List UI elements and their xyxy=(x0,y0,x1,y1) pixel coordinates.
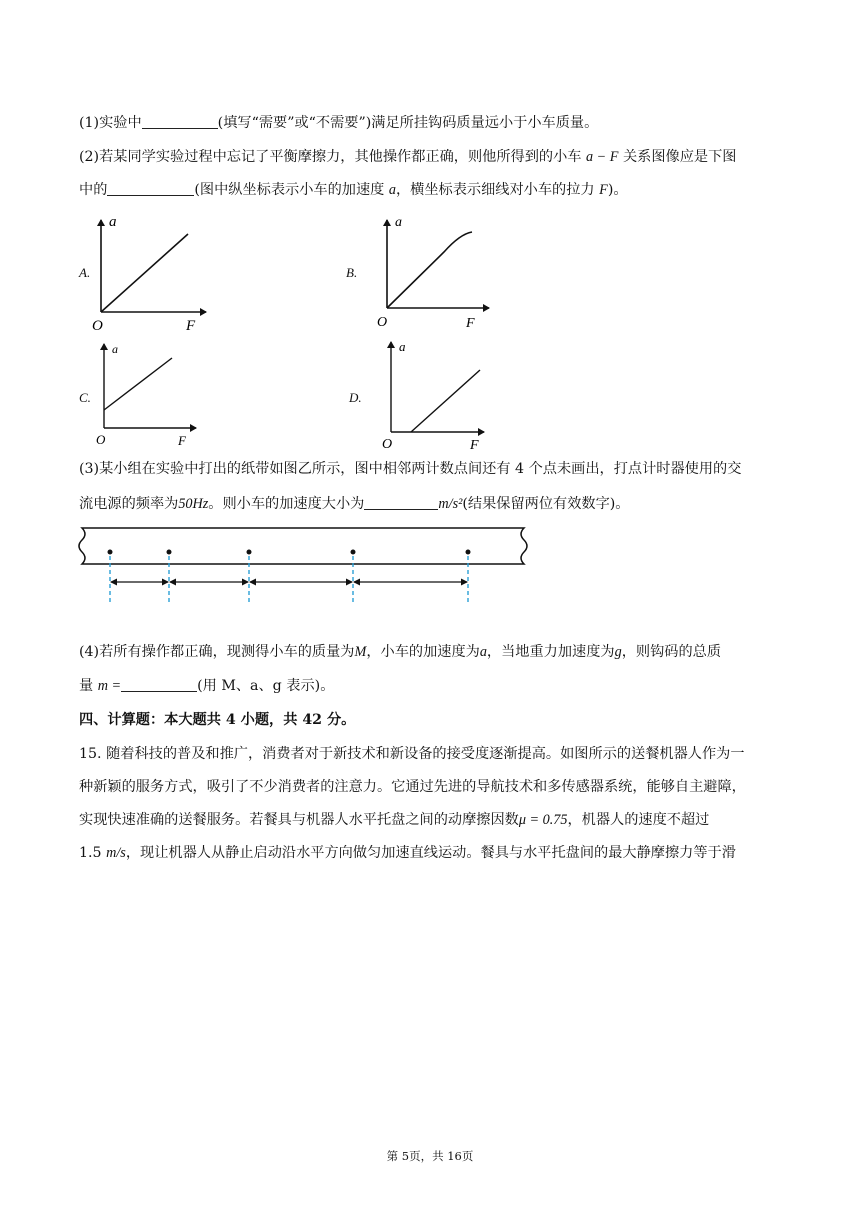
q14-part2-line2-end: )。 xyxy=(607,182,628,198)
a-minus-f-math: a − F xyxy=(586,149,619,165)
q14-part4-prefix: (4)若所有操作都正确，现测得小车的质量为 xyxy=(79,644,355,660)
speed-value: 1.5 xyxy=(79,845,102,861)
q14-part4-line1 xyxy=(79,642,784,662)
origin-label: O xyxy=(96,432,106,447)
tape-point-o xyxy=(108,550,113,555)
graph-line xyxy=(411,370,480,432)
q15-line3-prefix: 实现快速准确的送餐服务。若餐具与机器人水平托盘之间的动摩擦因数 xyxy=(79,812,519,828)
answer-blank-3 xyxy=(364,495,438,510)
q14-part2-line2-prefix: 中的 xyxy=(79,182,108,198)
friction-coefficient: μ = 0.75 xyxy=(518,812,568,828)
q14-part4-line2-prefix: 量 xyxy=(79,678,94,694)
graph-option-a xyxy=(88,212,208,334)
q14-part4-mid: ，小车的加速度为 xyxy=(366,644,480,660)
q14-part3-prefix: 流电源的频率为 xyxy=(79,496,179,512)
option-c-label: C. xyxy=(79,390,91,405)
q15-line1: 15. 随着科技的普及和推广，消费者对于新技术和新设备的接受度逐渐提高。如图所示的送餐机器人作为一 xyxy=(79,746,745,762)
y-axis-label: a xyxy=(109,214,117,230)
answer-blank-1 xyxy=(142,114,218,129)
q15-line4-suffix: ，现让机器人从静止启动沿水平方向做匀加速直线运动。餐具与水平托盘间的最大静摩擦力等于滑 xyxy=(125,845,736,861)
y-axis-label: a xyxy=(395,215,402,230)
q14-part3-suffix: (结果保留两位有效数字)。 xyxy=(462,496,630,512)
graph-option-b xyxy=(374,212,494,334)
var-M: M xyxy=(354,644,367,660)
var-a-2: a xyxy=(479,644,487,660)
graph-line xyxy=(101,234,188,312)
speed-unit: m/s xyxy=(106,845,126,861)
tape-strip xyxy=(79,528,527,564)
q14-part4-suffix: ，则钩码的总质 xyxy=(621,644,722,660)
q14-part3-line1: (3)某小组在实验中打出的纸带如图乙所示，图中相邻两计数点间还有 4 个点未画出，打点计时器使用的交 xyxy=(79,461,742,477)
x-axis-label: F xyxy=(178,433,186,448)
graph-line xyxy=(104,358,172,410)
q14-part1-suffix: (填写“需要”或“不需要”)满足所挂钩码质量远小于小车质量。 xyxy=(217,115,599,131)
option-d-label: D. xyxy=(349,390,362,405)
tape-point-b xyxy=(247,550,252,555)
q14-part3-line2 xyxy=(79,494,784,514)
q15-line4 xyxy=(79,843,784,863)
m-equals: m = xyxy=(97,678,122,694)
y-axis-label: a xyxy=(112,342,118,356)
section-heading: 四、计算题：本大题共 4 小题，共 42 分。 xyxy=(79,712,356,728)
q14-part4-mid2: ，当地重力加速度为 xyxy=(486,644,615,660)
q14-part2-text-2: 关系图像应是下图 xyxy=(622,149,737,165)
x-axis-label: F xyxy=(186,318,196,334)
q14-part2-line2 xyxy=(79,180,784,200)
tape-point-c xyxy=(351,550,356,555)
option-b-label: B. xyxy=(346,265,358,280)
q14-part1-prefix: (1)实验中 xyxy=(79,115,142,131)
var-a: a xyxy=(388,182,396,198)
origin-label: O xyxy=(377,315,388,330)
q14-part3-mid: 。则小车的加速度大小为 xyxy=(208,496,365,512)
tape-point-a xyxy=(167,550,172,555)
origin-label: O xyxy=(92,318,103,334)
tape-point-d xyxy=(466,550,471,555)
q15-line3-suffix: ，机器人的速度不超过 xyxy=(567,812,710,828)
var-g: g xyxy=(614,644,622,660)
paper-tape-figure xyxy=(70,522,540,642)
graph-option-d xyxy=(378,338,488,452)
origin-label: O xyxy=(382,437,393,452)
q14-part2-line2-mid: (图中纵坐标表示小车的加速度 xyxy=(194,182,385,198)
answer-blank-2 xyxy=(107,181,194,196)
x-axis-label: F xyxy=(470,438,479,452)
q14-part4-line2-suffix: (用 M、a、g 表示)。 xyxy=(197,678,335,694)
y-axis-label: a xyxy=(399,339,406,354)
page-footer: 第 5页，共 16页 xyxy=(386,1149,474,1163)
q14-part4-line2 xyxy=(79,676,784,696)
x-axis-label: F xyxy=(466,316,475,331)
graph-curve xyxy=(387,232,472,308)
option-a-label: A. xyxy=(79,265,91,280)
q14-part2-text: (2)若某同学实验过程中忘记了平衡摩擦力，其他操作都正确，则他所得到的小车 xyxy=(79,149,582,165)
q14-part2-line2-mid2: ，横坐标表示细线对小车的拉力 xyxy=(395,182,595,198)
answer-blank-4 xyxy=(121,677,197,692)
acceleration-unit: m/s² xyxy=(438,496,463,512)
graph-option-c xyxy=(92,340,202,450)
frequency-value: 50Hz xyxy=(178,496,209,512)
q14-part2-line1 xyxy=(79,147,784,167)
q14-part1 xyxy=(79,113,784,133)
var-F: F xyxy=(599,182,608,198)
q15-line3 xyxy=(79,810,784,830)
q15-line2: 种新颖的服务方式，吸引了不少消费者的注意力。它通过先进的导航技术和多传感器系统，能够自主避障， xyxy=(79,779,746,795)
